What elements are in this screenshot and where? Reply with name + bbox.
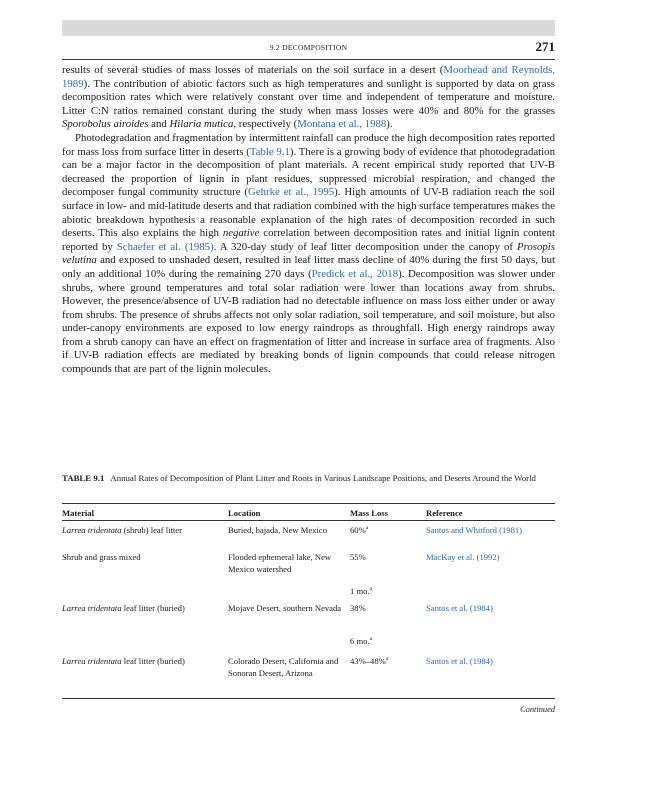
body-text [62,64,555,377]
citation-link: Gehrke et al., 1995 [248,186,335,199]
table-cell-mass-loss [350,636,420,648]
text-run: ). There is a growing body of evidence that photodegradation can be a major factor in the decomposition of plant materials. A recent empirical study reported that UV-B decreased the proportion of lignin in plant residues, suppressed microbial respiration, and changed the decomposer fungal community structure ( [62,145,555,199]
text-run: ). High amounts of UV-B radiation reach the soil surface in low- and mid-latitude deserts and that radiation combined with the high surface temperatures makes the abiotic breakdown hypothesis a reasonable explanation of the high rates of decomposition recorded in such deserts. This also explains the high [62,186,555,240]
footnote-marker: a [385,656,389,663]
table-top-rule [62,503,555,504]
paragraph [62,132,555,377]
table-cell-reference-link[interactable]: Santos et al. (1984) [426,603,493,613]
column-header-reference: Reference [426,508,463,518]
table-cell-location: Mojave Desert, southern Nevada [228,603,342,613]
text-run: and [148,118,170,131]
table-label: TABLE 9.1 [62,473,105,483]
table-cell-material [62,552,222,564]
table-cell-mass-loss [350,656,420,668]
continued-label: Continued [520,705,555,714]
citation-link: Schaefer et al. (1985) [116,240,214,253]
paragraph [62,64,555,132]
section-title: 9.2 DECOMPOSITION [269,43,348,52]
citation-link: Predick et al., 2018 [311,267,399,280]
citation-link: Montana et al., 1988 [297,118,387,131]
table-cell-material [62,603,222,615]
mass-loss-value: 6 mo. [350,636,370,646]
text-run: correlation between decomposition rates and initial lignin content reported by [62,227,555,253]
material-text: leaf litter (buried) [121,603,185,613]
column-header-material: Material [62,508,94,518]
species-name: Larrea tridentata [62,525,122,535]
text-run: . A 320-day study of leaf litter decomposition under the canopy of [213,240,517,253]
table-cell-location: Flooded ephemeral lake, New Mexico watershed [228,552,332,574]
text-run: ). The contribution of abiotic factors such as high temperatures and sunlight is supported by data on grass decomposition rates which were relatively constant over time and independent of temperature and moisture. Litter C:N ratios remained constant during the study when mass losses were 40% and 80% for the grasses [62,77,555,117]
table-cell-reference-link[interactable]: MacKay et al. (1992) [426,552,500,562]
material-text: Shrub and grass mixed [62,552,141,562]
italic-text: Sporobolus airoides [62,118,149,131]
header-bar [62,20,555,36]
citation-link: Moorhead and Reynolds, 1989 [62,64,555,90]
column-header-mass-loss: Mass Loss [350,508,388,518]
italic-text: Prosopis velutina [62,240,555,267]
page-number: 271 [535,39,555,54]
material-text: (shrub) leaf litter [121,525,182,535]
footnote-marker: a [369,586,373,593]
text-run: , respectively ( [233,118,298,131]
mass-loss-value: 43%–48% [350,656,386,666]
table-cell-location: Buried, bajada, New Mexico [228,525,328,535]
column-header-location: Location [228,508,261,518]
text-run: Photodegradation and fragmentation by intermittent rainfall can produce the high decomposition rates reported for mass loss from surface litter in deserts ( [62,131,555,158]
species-name: Larrea tridentata [62,656,122,666]
material-text: leaf litter (buried) [121,656,185,666]
table-cell-material [62,525,222,537]
italic-text: negative [222,227,260,240]
mass-loss-value: 55% [350,552,366,562]
table-caption-text: Annual Rates of Decomposition of Plant Litter and Roots in Various Landscape Positions, and Deserts Around the World [110,473,536,483]
mass-loss-value: 60% [350,525,366,535]
text-run: ). [386,118,393,131]
table-cell-mass-loss [350,586,420,598]
mass-loss-value: 1 mo. [350,586,370,596]
mass-loss-value: 38% [350,603,366,613]
table-cell-reference-link[interactable]: Santos and Whitford (1981) [426,525,523,535]
table-caption [62,472,555,484]
footnote-marker: a [369,636,373,643]
table-cell-mass-loss [350,552,420,564]
table-cell-mass-loss [350,603,420,615]
italic-text: Hilaria mutica [169,118,234,131]
running-head [62,41,555,59]
header-rule [62,59,555,60]
citation-link: Table 9.1 [249,145,290,158]
table-header-rule [62,520,555,521]
text-run: results of several studies of mass losses of materials on the soil surface in a desert ( [62,64,444,76]
footnote-marker: a [365,525,369,532]
table-cell-mass-loss [350,525,420,537]
table-cell-material [62,656,222,668]
species-name: Larrea tridentata [62,603,122,613]
text-run: ). Decomposition was slower under shrubs, where ground temperatures and total solar radiation were lower than locations away from shrubs. However, the presence/absence of UV-B radiation had no detectable influence on mass loss either under or away from shrubs. The presence of shrubs affects not only solar radiation, soil temperature, and soil moisture, but also under-canopy environments are exposed to low energy raindrops as throughfall. High energy raindrops away from a shrub canopy can have an effect on fragmentation of litter and increase in surface area of fragments. Also if UV-B radiation effects are mediated by breaking bonds of lignin compounds that could release nitrogen compounds that are part of the lignin molecules. [62,267,555,376]
table-cell-location: Colorado Desert, California and Sonoran Desert, Arizona [228,656,339,678]
text-run: and exposed to unshaded desert, resulted in leaf litter mass decline of 40% during the first 50 days, but only an additional 10% during the remaining 270 days ( [62,254,555,280]
table-bottom-rule [62,698,555,699]
table-cell-reference-link[interactable]: Santos et al. (1984) [426,656,493,666]
